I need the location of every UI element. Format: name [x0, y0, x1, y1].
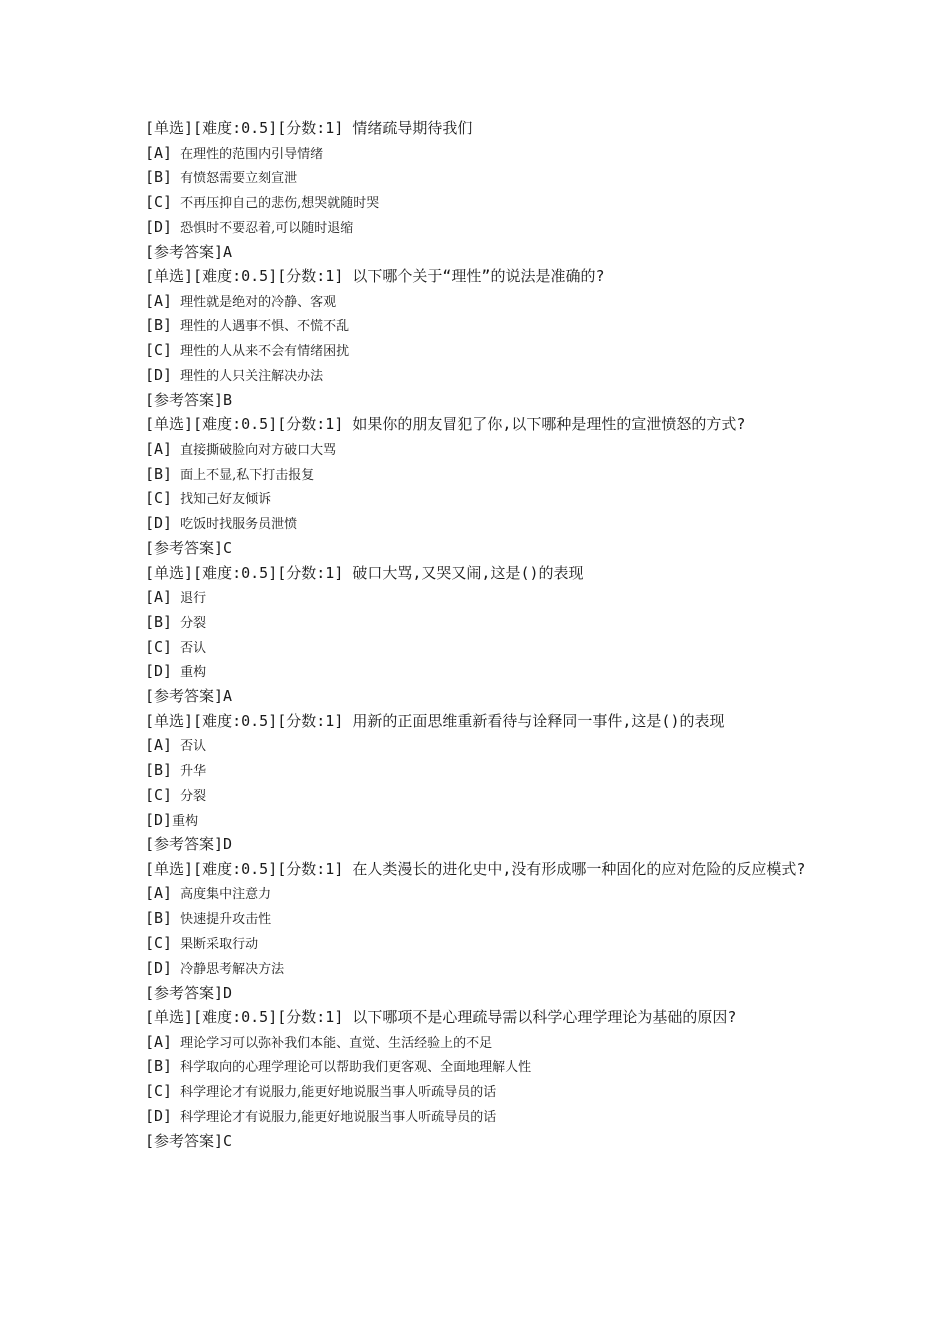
option-letter: [A]: [145, 736, 173, 755]
option-text: 快速提升攻击性: [180, 912, 272, 928]
option-letter: [C]: [145, 637, 173, 656]
answer-option: [145, 363, 825, 388]
option-letter: [B]: [145, 761, 173, 780]
option-letter: [C]: [145, 934, 173, 953]
answer-option: [145, 289, 825, 314]
question-block: [145, 561, 825, 709]
option-letter: [C]: [145, 193, 173, 212]
option-text: 有愤怒需要立刻宣泄: [180, 171, 298, 187]
option-letter: [D]: [145, 958, 173, 977]
option-letter: [C]: [145, 341, 173, 360]
answer-option: [145, 215, 825, 240]
option-text: 面上不显,私下打击报复: [180, 467, 315, 483]
option-letter: [B]: [145, 1057, 173, 1076]
question-stem: [单选][难度:0.5][分数:1] 在人类漫长的进化史中,没有形成哪一种固化的应对危险的反应模式?: [145, 859, 806, 878]
option-text: 否认: [180, 640, 207, 656]
answer-option: [145, 141, 825, 166]
answer-option: [145, 585, 825, 610]
option-letter: [B]: [145, 612, 173, 631]
reference-answer: [参考答案]C: [145, 1131, 233, 1150]
option-letter: [B]: [145, 168, 173, 187]
option-letter: [C]: [145, 785, 173, 804]
answer-option: [145, 1104, 825, 1129]
answer-option: [145, 338, 825, 363]
option-text: 高度集中注意力: [180, 887, 272, 903]
option-text: 理性的人遇事不惧、不慌不乱: [180, 319, 350, 335]
answer-option: [145, 808, 825, 833]
option-text: 升华: [180, 764, 207, 780]
option-letter: [C]: [145, 489, 173, 508]
question-stem: [单选][难度:0.5][分数:1] 破口大骂,又哭又闹,这是()的表现: [145, 563, 584, 582]
reference-answer: [参考答案]C: [145, 539, 233, 558]
option-letter: [D]: [145, 514, 173, 533]
answer-option: [145, 783, 825, 808]
option-text: 不再压抑自己的悲伤,想哭就随时哭: [180, 196, 380, 212]
option-text: 直接撕破脸向对方破口大骂: [180, 442, 337, 458]
option-letter: [D]: [145, 662, 173, 681]
option-text: 科学取向的心理学理论可以帮助我们更客观、全面地理解人性: [180, 1060, 532, 1076]
option-text: 科学理论才有说服力,能更好地说服当事人听疏导员的话: [180, 1085, 497, 1101]
option-letter: [A]: [145, 143, 173, 162]
answer-option: [145, 758, 825, 783]
option-text: 科学理论才有说服力,能更好地说服当事人听疏导员的话: [180, 1110, 497, 1126]
question-block: [145, 116, 825, 264]
answer-option: [145, 1030, 825, 1055]
answer-option: [145, 511, 825, 536]
answer-option: [145, 881, 825, 906]
answer-option: [145, 610, 825, 635]
option-text: 果断采取行动: [180, 937, 259, 953]
reference-answer: [参考答案]A: [145, 687, 233, 706]
question-stem: [单选][难度:0.5][分数:1] 以下哪个关于“理性”的说法是准确的?: [145, 267, 605, 286]
option-letter: [D]: [145, 217, 173, 236]
option-text: 重构: [172, 813, 199, 829]
option-text: 找知己好友倾诉: [180, 492, 272, 508]
option-text: 退行: [180, 591, 207, 607]
reference-answer: [参考答案]D: [145, 835, 233, 854]
reference-answer: [参考答案]B: [145, 390, 233, 409]
option-letter: [B]: [145, 316, 173, 335]
option-letter: [A]: [145, 1032, 173, 1051]
option-text: 恐惧时不要忍着,可以随时退缩: [180, 220, 354, 236]
question-block: [145, 857, 825, 1005]
question-block: [145, 412, 825, 560]
answer-option: [145, 462, 825, 487]
option-letter: [D]: [145, 366, 173, 385]
answer-option: [145, 486, 825, 511]
answer-option: [145, 1079, 825, 1104]
option-text: 理性的人只关注解决办法: [180, 369, 324, 385]
option-letter: [A]: [145, 588, 173, 607]
answer-option: [145, 313, 825, 338]
question-stem: [单选][难度:0.5][分数:1] 用新的正面思维重新看待与诠释同一事件,这是()的表现: [145, 711, 725, 730]
option-text: 在理性的范围内引导情绪: [180, 146, 324, 162]
answer-option: [145, 1054, 825, 1079]
answer-option: [145, 906, 825, 931]
option-letter: [D]: [145, 1107, 173, 1126]
question-stem: [单选][难度:0.5][分数:1] 以下哪项不是心理疏导需以科学心理学理论为基础的原因?: [145, 1008, 737, 1027]
option-text: 分裂: [180, 615, 207, 631]
option-letter: [C]: [145, 1082, 173, 1101]
option-text: 理性的人从来不会有情绪困扰: [180, 344, 350, 360]
answer-option: [145, 931, 825, 956]
answer-option: [145, 956, 825, 981]
option-letter: [A]: [145, 884, 173, 903]
option-text: 冷静思考解决方法: [180, 961, 285, 977]
reference-answer: [参考答案]D: [145, 983, 233, 1002]
option-text: 重构: [180, 665, 207, 681]
option-text: 理论学习可以弥补我们本能、直觉、生活经验上的不足: [180, 1035, 493, 1051]
option-text: 理性就是绝对的冷静、客观: [180, 294, 337, 310]
option-text: 否认: [180, 739, 207, 755]
answer-option: [145, 190, 825, 215]
option-text: 分裂: [180, 788, 207, 804]
option-letter: [B]: [145, 909, 173, 928]
question-stem: [单选][难度:0.5][分数:1] 如果你的朋友冒犯了你,以下哪种是理性的宣泄愤怒的方式?: [145, 415, 746, 434]
option-letter: [A]: [145, 439, 173, 458]
option-letter: [B]: [145, 464, 173, 483]
answer-option: [145, 733, 825, 758]
question-block: [145, 264, 825, 412]
question-block: [145, 1005, 825, 1153]
question-block: [145, 709, 825, 857]
option-text: 吃饭时找服务员泄愤: [180, 517, 298, 533]
question-document: [145, 116, 825, 1153]
answer-option: [145, 635, 825, 660]
answer-option: [145, 659, 825, 684]
answer-option: [145, 165, 825, 190]
option-letter: [D]: [145, 810, 173, 829]
reference-answer: [参考答案]A: [145, 242, 233, 261]
question-stem: [单选][难度:0.5][分数:1] 情绪疏导期待我们: [145, 119, 473, 137]
answer-option: [145, 437, 825, 462]
option-letter: [A]: [145, 291, 173, 310]
